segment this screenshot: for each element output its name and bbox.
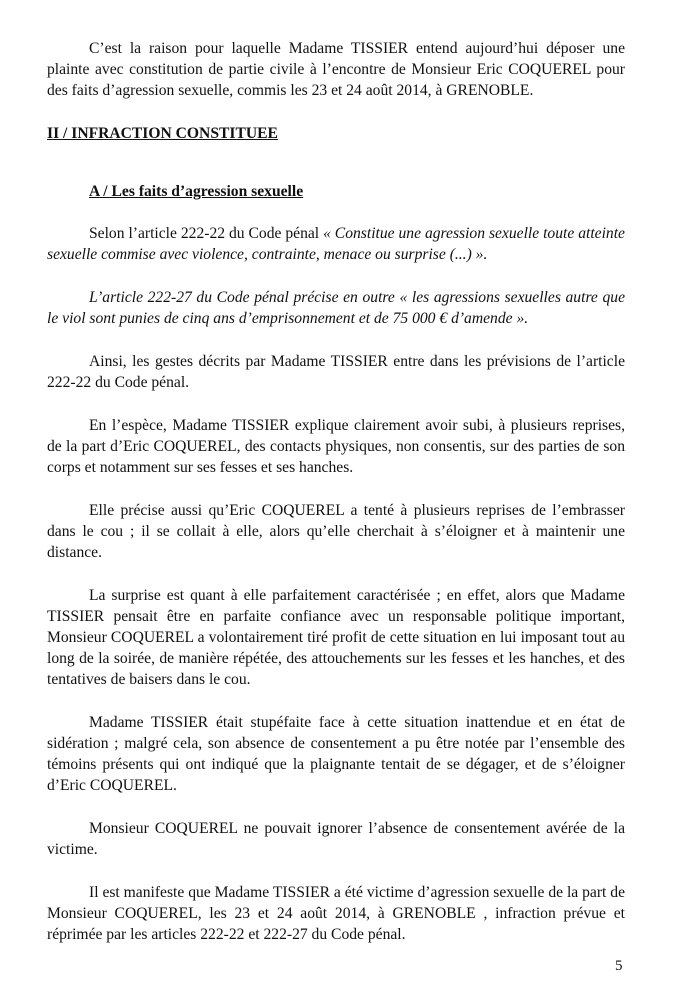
document-page	[47, 38, 625, 967]
paragraph-consent: Monsieur COQUEREL ne pouvait ignorer l’absence de consentement avérée de la victime.	[47, 820, 625, 858]
paragraph-surprise: La surprise est quant à elle parfaitement caractérisée ; en effet, alors que Madame TISSIER pensait être en parfaite confiance avec un responsable politique important, Monsieur COQUEREL a volontairement tiré profit de cette situation en lui imposant tout au long de la soirée, de manière répétée, des attouchements sur les fesses et les hanches, et des tentatives de baisers dans le cou.	[47, 587, 625, 688]
article-222-22-quote: « Constitue une agression sexuelle toute atteinte sexuelle commise avec violence, contrainte, menace ou surprise (...) ».	[47, 225, 625, 263]
subsection-heading: A / Les faits d’agression sexuelle	[89, 183, 304, 200]
paragraph-kiss-attempts: Elle précise aussi qu’Eric COQUEREL a tenté à plusieurs reprises de l’embrasser dans le cou ; il se collait à elle, alors qu’elle cherchait à s’éloigner et à maintenir une distance.	[47, 502, 625, 561]
paragraph-conclusion: Il est manifeste que Madame TISSIER a été victime d’agression sexuelle de la part de Monsieur COQUEREL, les 23 et 24 août 2014, à GRENOBLE , infraction prévue et réprimée par les articles 222-22 et 222-27 du Code pénal.	[47, 884, 625, 943]
paragraph-sideration: Madame TISSIER était stupéfaite face à cette situation inattendue et en état de sidération ; malgré cela, son absence de consentement a pu être notée par l’ensemble des témoins présents qui ont indiqué que la plaignante tentait de se dégager, et de s’éloigner d’Eric COQUEREL.	[47, 714, 625, 794]
section-heading: II / INFRACTION CONSTITUEE	[47, 125, 278, 142]
page-number: 5	[615, 958, 623, 974]
intro-paragraph: C’est la raison pour laquelle Madame TISSIER entend aujourd’hui déposer une plainte avec constitution de partie civile à l’encontre de Monsieur Eric COQUEREL pour des faits d’agression sexuelle, commis les 23 et 24 août 2014, à GRENOBLE.	[47, 40, 625, 99]
article-222-22-lead: Selon l’article 222-22 du Code pénal	[89, 225, 324, 242]
paragraph-contacts: En l’espèce, Madame TISSIER explique clairement avoir subi, à plusieurs reprises, de la part d’Eric COQUEREL, des contacts physiques, non consentis, sur des parties de son corps et notamment sur ses fesses et ses hanches.	[47, 417, 625, 476]
article-222-27-paragraph	[47, 287, 625, 329]
article-222-22-paragraph	[47, 223, 625, 265]
paragraph-gestures: Ainsi, les gestes décrits par Madame TISSIER entre dans les prévisions de l’article 222-22 du Code pénal.	[47, 353, 625, 391]
article-222-27-text: L’article 222-27 du Code pénal précise en outre « les agressions sexuelles autre que le viol sont punies de cinq ans d’emprisonnement et de 75 000 € d’amende ».	[47, 289, 625, 327]
